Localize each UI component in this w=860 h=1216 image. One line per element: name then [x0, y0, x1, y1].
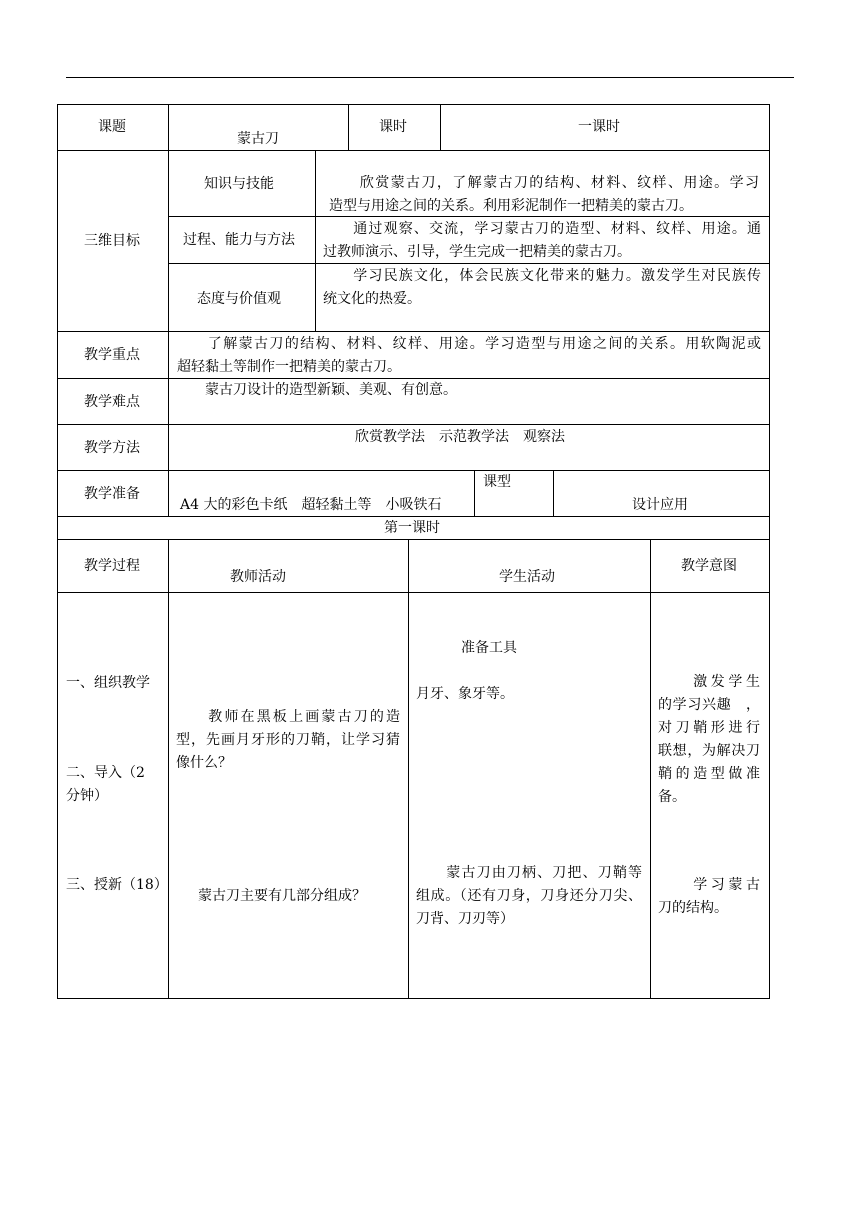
- first-hour-title: 第一课时: [384, 520, 440, 536]
- key-points-text-line2: 超轻黏土等制作一把精美的蒙古刀。: [177, 359, 401, 375]
- intent-interest: 激发学生 的学习兴趣 ， 对刀鞘形进行 联想，为解决刀 鞘的造型做准: [658, 674, 760, 782]
- student-prepare-tools: 准备工具: [461, 640, 517, 656]
- stage-new-lesson: 三、授新（18）: [66, 877, 168, 893]
- teacher-intro-text-line3: 像什么？: [176, 755, 232, 771]
- intent-interest-last-line: 备。: [658, 789, 686, 805]
- teacher-activity-header: 教师活动: [230, 569, 286, 585]
- student-answer: 月牙、象牙等。: [416, 686, 514, 702]
- process-header: 教学过程: [84, 558, 140, 574]
- lesson-type-value: 设计应用: [632, 497, 688, 513]
- teacher-intro-text: 教师在黑板上画蒙古刀的造 型，先画月牙形的刀鞘，让学习猜: [176, 709, 400, 748]
- topic-value: 蒙古刀: [237, 131, 279, 147]
- key-points-label: 教学重点: [84, 347, 140, 363]
- stage-intro-duration: 分钟）: [66, 788, 108, 804]
- goal-process-text: 通过观察、交流，学习蒙古刀的造型、材料、纹样、用途。通: [323, 221, 761, 237]
- key-points-text: 了解蒙古刀的结构、材料、纹样、用途。学习造型与用途之间的关系。用软陶泥或: [177, 336, 761, 352]
- preparation-label: 教学准备: [84, 486, 140, 502]
- difficulty-label: 教学难点: [84, 394, 140, 410]
- stage-intro: 二、导入（2: [66, 765, 145, 781]
- goal-attitude-text-line2: 统文化的热爱。: [323, 291, 421, 307]
- goal-knowledge-text-line2: 造型与用途之间的关系。利用彩泥制作一把精美的蒙古刀。: [329, 198, 693, 214]
- hours-value: 一课时: [578, 119, 620, 135]
- page-header-rule: [66, 77, 794, 78]
- intent-structure: 学习蒙古: [658, 877, 760, 893]
- goal-process-label: 过程、能力与方法: [183, 232, 295, 248]
- student-activity-header: 学生活动: [499, 569, 555, 585]
- goal-attitude-label: 态度与价值观: [197, 291, 281, 307]
- goal-attitude-text: 学习民族文化，体会民族文化带来的魅力。激发学生对民族传: [323, 268, 761, 284]
- preparation-text: A4 大的彩色卡纸 超轻黏土等 小吸铁石: [180, 497, 442, 513]
- difficulty-text: 蒙古刀设计的造型新颖、美观、有创意。: [177, 382, 457, 398]
- student-structure-answer-line3: 刀背、刀刃等）: [416, 911, 514, 927]
- goal-process-text-line2: 过教师演示、引导，学生完成一把精美的蒙古刀。: [323, 244, 631, 260]
- hours-label: 课时: [379, 119, 407, 135]
- stage-organize: 一、组织教学: [66, 675, 150, 691]
- topic-label: 课题: [98, 119, 126, 135]
- methods-text: 欣赏教学法 示范教学法 观察法: [355, 429, 565, 445]
- student-structure-answer: 蒙古刀由刀柄、刀把、刀鞘等 组成。（还有刀身，刀身还分刀尖、: [416, 865, 642, 904]
- goal-knowledge-label: 知识与技能: [204, 176, 274, 192]
- lesson-type-label: 课型: [483, 474, 511, 490]
- goals-label: 三维目标: [84, 233, 140, 249]
- intent-header: 教学意图: [681, 558, 737, 574]
- goal-knowledge-text: 欣赏蒙古刀，了解蒙古刀的结构、材料、纹样、用途。学习: [329, 175, 759, 191]
- intent-structure-line2: 刀的结构。: [658, 900, 728, 916]
- methods-label: 教学方法: [84, 440, 140, 456]
- teacher-new-lesson-question: 蒙古刀主要有几部分组成？: [198, 888, 366, 904]
